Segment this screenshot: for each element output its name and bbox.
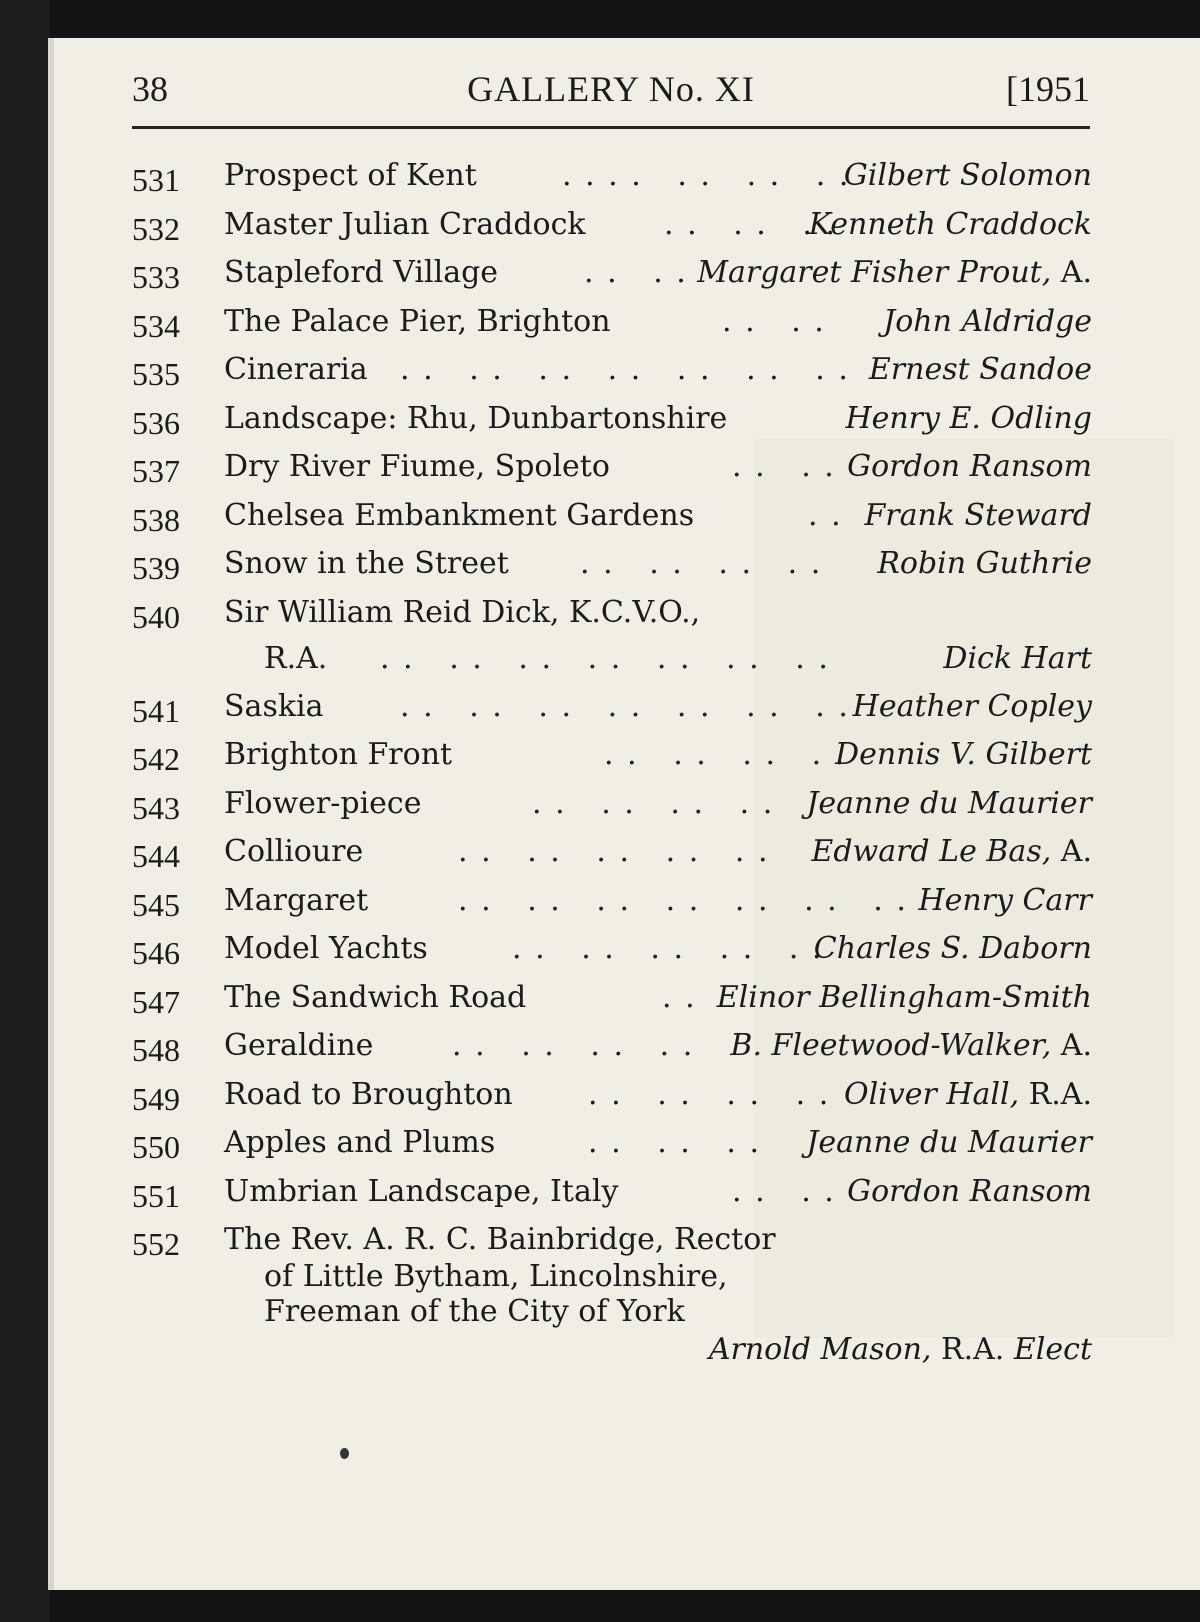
artist-suffix: Elect: [1013, 1332, 1092, 1367]
entry-artist: [847, 1168, 1092, 1216]
entry-title: Apples and Plums: [224, 1125, 496, 1160]
list-item: [132, 974, 1092, 1023]
artist-name: Charles S. Daborn: [813, 931, 1092, 966]
artist-name: Dennis V. Gilbert: [835, 737, 1092, 772]
leader-dots: . . . .: [732, 1173, 836, 1209]
entry-title: Saskia: [224, 688, 324, 724]
entry-title: The Rev. A. R. C. Bainbridge, Rector: [224, 1222, 776, 1257]
list-item: [132, 492, 1092, 541]
list-item: [132, 540, 1092, 589]
ink-speck: [340, 1448, 349, 1459]
leader-dots: . . . . . . . .: [452, 1028, 695, 1063]
artist-name: Oliver Hall,: [843, 1076, 1020, 1112]
list-item: [132, 1071, 1092, 1120]
leader-dots: . . . . . . . . . .: [512, 931, 824, 966]
entry-number: 538: [132, 501, 180, 538]
entry-title: Road to Broughton: [224, 1076, 513, 1112]
entry-number: 535: [132, 356, 180, 392]
entry-number: 533: [132, 259, 180, 295]
entry-number: 542: [132, 741, 180, 777]
entry-title-continued: of Little Bytham, Lincolnshire,: [264, 1259, 728, 1294]
artist-name: Margaret Fisher Prout,: [697, 255, 1052, 290]
list-item: [132, 443, 1092, 492]
entry-artist: [844, 1071, 1092, 1119]
entry-artist: [814, 925, 1092, 973]
artist-honour: A.: [1051, 834, 1092, 869]
header-rule: [132, 126, 1090, 129]
artist-name: Henry Carr: [918, 882, 1092, 918]
leader-dots: . . . . . . . .: [604, 737, 847, 772]
artist-name: Gordon Ransom: [847, 449, 1092, 484]
list-item: [132, 152, 1092, 201]
entry-number: 531: [132, 162, 180, 198]
entry-artist: [864, 492, 1092, 540]
entry-number: 546: [132, 935, 180, 971]
leader-dots: . . . . . . . .: [580, 546, 823, 581]
leader-dots: . . . .: [722, 303, 826, 339]
gallery-title: GALLERY No. XI: [467, 69, 755, 109]
entry-number: 539: [132, 550, 180, 586]
entry-title-continued: R.A.: [264, 640, 328, 676]
artist-honour: A.: [1051, 1028, 1092, 1063]
list-item: [132, 925, 1092, 974]
entry-number: 550: [132, 1129, 180, 1165]
entry-artist: [883, 298, 1092, 346]
entry-number: 551: [132, 1177, 180, 1214]
artist-honour: R.A.: [931, 1332, 1014, 1367]
list-item: [132, 589, 1092, 683]
entry-artist: [869, 346, 1092, 394]
entry-artist: [853, 683, 1092, 731]
leader-dots: . . . . . . . . . .: [562, 158, 851, 193]
artist-name: Edward Le Bas,: [811, 834, 1052, 869]
entry-number: 540: [132, 598, 180, 635]
entry-artist: [877, 540, 1092, 588]
list-item: [132, 201, 1092, 250]
list-item: [132, 1022, 1092, 1071]
entry-title: Collioure: [224, 834, 364, 869]
entry-title: Geraldine: [224, 1028, 374, 1063]
entry-title: Dry River Fiume, Spoleto: [224, 449, 610, 484]
list-item: [132, 298, 1092, 347]
entry-number: 544: [132, 838, 180, 874]
artist-name: Henry E. Odling: [845, 400, 1092, 436]
artist-name: Jeanne du Maurier: [806, 1125, 1092, 1160]
page-header: [132, 68, 1090, 128]
artist-name: John Aldridge: [883, 303, 1092, 339]
entry-artist: [844, 152, 1092, 200]
entry-title: Sir William Reid Dick, K.C.V.O.,: [224, 594, 701, 630]
leader-dots: . . . .: [732, 449, 836, 484]
artist-name: B. Fleetwood-Walker,: [730, 1028, 1052, 1063]
entry-artist: [730, 1022, 1092, 1070]
artist-name: Gilbert Solomon: [843, 158, 1092, 193]
entry-number: 543: [132, 789, 180, 826]
entry-artist: [845, 395, 1092, 443]
entry-title: Flower-piece: [224, 785, 422, 821]
artist-name: Frank Steward: [864, 497, 1092, 533]
list-item: [132, 828, 1092, 877]
leader-dots: . . . . . .: [664, 206, 838, 242]
artist-name: Jeanne du Maurier: [806, 785, 1092, 821]
entry-artist: [709, 1326, 1092, 1374]
entry-artist: [806, 1119, 1092, 1167]
artist-name: Dick Hart: [943, 640, 1092, 676]
entry-artist: [809, 201, 1092, 249]
leader-dots: . . . . . . . . . .: [458, 834, 770, 869]
entry-artist: [806, 780, 1092, 828]
leader-dots: . . . . . . . . . . . . . .: [400, 352, 850, 387]
entry-title: Margaret: [224, 882, 369, 918]
artist-name: Arnold Mason,: [708, 1332, 932, 1367]
leader-dots: . .: [662, 979, 697, 1015]
leader-dots: . . . . . . . .: [588, 1076, 831, 1112]
entry-number: 548: [132, 1032, 180, 1068]
leader-dots: . . . .: [584, 255, 688, 290]
entry-artist: [847, 443, 1092, 491]
entry-title: Cineraria: [224, 352, 368, 387]
page-backdrop: [0, 0, 50, 1622]
leader-dots: . .: [808, 497, 843, 533]
entry-number: 552: [132, 1226, 180, 1262]
list-item: [132, 249, 1092, 298]
entry-number: 549: [132, 1080, 180, 1117]
entry-artist: [918, 877, 1092, 925]
list-item: [132, 1216, 1092, 1386]
list-item: [132, 1168, 1092, 1217]
artist-name: Robin Guthrie: [877, 546, 1092, 581]
entry-title: Umbrian Landscape, Italy: [224, 1173, 619, 1209]
entry-title: Chelsea Embankment Gardens: [224, 497, 695, 533]
leader-dots: . . . . . . . . . . . . . .: [400, 688, 850, 724]
list-item: [132, 780, 1092, 829]
entry-title: Master Julian Craddock: [224, 206, 586, 242]
entry-artist: [811, 828, 1092, 876]
entry-artist: [835, 731, 1092, 779]
list-item: [132, 346, 1092, 395]
artist-name: Gordon Ransom: [847, 1173, 1092, 1209]
entry-title: Prospect of Kent: [224, 158, 477, 193]
leader-dots: . . . . . . . . . . . . . .: [458, 882, 908, 918]
list-item: [132, 731, 1092, 780]
entry-number: 545: [132, 886, 180, 923]
entry-title: Brighton Front: [224, 737, 453, 772]
entry-artist: [717, 974, 1092, 1022]
entry-title: The Palace Pier, Brighton: [224, 303, 611, 339]
leader-dots: . . . . . . . .: [532, 785, 775, 821]
entry-number: 547: [132, 983, 180, 1020]
catalogue-entries: [132, 152, 1092, 1386]
entry-number: 532: [132, 210, 180, 247]
artist-name: Heather Copley: [852, 688, 1092, 724]
entry-title: Model Yachts: [224, 931, 428, 966]
entry-title: Snow in the Street: [224, 546, 509, 581]
entry-number: 534: [132, 307, 180, 344]
list-item: [132, 877, 1092, 926]
list-item: [132, 1119, 1092, 1168]
artist-name: Kenneth Craddock: [808, 206, 1092, 242]
entry-number: 537: [132, 453, 180, 489]
entry-artist: [697, 249, 1092, 297]
entry-number: 541: [132, 692, 180, 729]
list-item: [132, 395, 1092, 444]
artist-honour: A.: [1051, 255, 1092, 290]
entry-title: Landscape: Rhu, Dunbartonshire: [224, 400, 728, 436]
artist-name: Ernest Sandoe: [868, 352, 1092, 387]
leader-dots: . . . . . .: [588, 1125, 762, 1160]
catalogue-year: [1951: [1006, 69, 1090, 109]
artist-honour: R.A.: [1019, 1076, 1092, 1112]
leader-dots: . . . . . . . . . . . . . .: [380, 640, 830, 676]
entry-title-continued: Freeman of the City of York: [264, 1294, 685, 1329]
list-item: [132, 683, 1092, 732]
entry-number: 536: [132, 404, 180, 441]
artist-name: Elinor Bellingham-Smith: [716, 979, 1092, 1015]
entry-title: The Sandwich Road: [224, 979, 527, 1015]
page-number: 38: [132, 69, 168, 109]
entry-title: Stapleford Village: [224, 255, 499, 290]
